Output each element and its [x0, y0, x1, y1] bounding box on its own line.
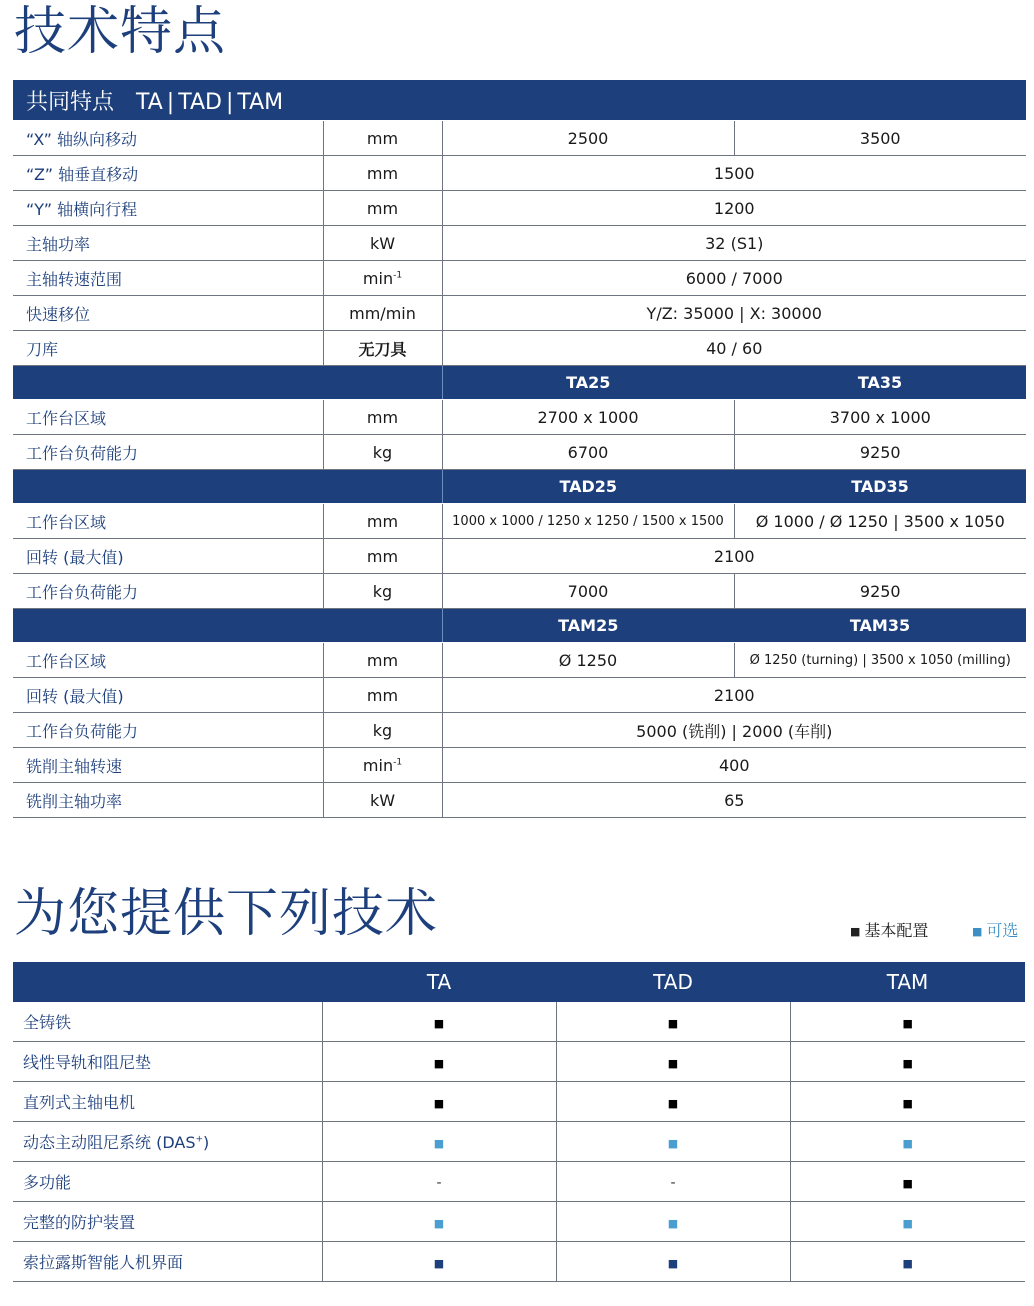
- spec-label: 工作台区域: [13, 504, 323, 539]
- spec-row: [13, 435, 1026, 470]
- spec-unit: 无刀具: [323, 331, 442, 366]
- page-title: 技术特点: [14, 2, 227, 62]
- standard-square-icon: ■: [850, 925, 861, 938]
- spec-unit: mm: [323, 539, 442, 574]
- spec-value: 2100: [442, 678, 1026, 713]
- features-header-row: [13, 962, 1025, 1002]
- spec-unit: kg: [323, 713, 442, 748]
- spec-label: 回转 (最大值): [13, 539, 323, 574]
- spec-unit: mm: [323, 400, 442, 435]
- spec-row: [13, 400, 1026, 435]
- spec-unit: kW: [323, 226, 442, 261]
- spec-label: 工作台区域: [13, 400, 323, 435]
- spec-row: [13, 539, 1026, 574]
- spec-value: 3500: [734, 121, 1026, 156]
- feature-label: 多功能: [13, 1162, 322, 1202]
- feature-label: 全铸铁: [13, 1002, 322, 1042]
- spec-unit: kW: [323, 783, 442, 818]
- model-header-blank: [13, 609, 442, 643]
- model-header-row: [13, 366, 1026, 400]
- not-available-dash: -: [436, 1175, 442, 1191]
- spec-value: 400: [442, 748, 1026, 783]
- spec-row: [13, 226, 1026, 261]
- feature-row: [13, 1002, 1025, 1042]
- section-title: 为您提供下列技术: [14, 884, 439, 944]
- spec-row: [13, 156, 1026, 191]
- spec-value: Ø 1000 / Ø 1250 | 3500 x 1050: [734, 504, 1026, 539]
- spec-value: Y/Z: 35000 | X: 30000: [442, 296, 1026, 331]
- model-header: TAD35: [734, 470, 1026, 504]
- legend-standard: [850, 918, 928, 941]
- spec-header-model: TAD: [178, 89, 222, 115]
- standard-square-icon: ■: [902, 1097, 913, 1110]
- spec-unit: mm: [323, 191, 442, 226]
- model-header-row: [13, 470, 1026, 504]
- standard-square-icon: ■: [433, 1017, 445, 1030]
- spec-value: Ø 1250: [442, 643, 734, 678]
- spec-unit: kg: [323, 435, 442, 470]
- spec-header-label: 共同特点: [26, 89, 115, 115]
- spec-row: [13, 713, 1026, 748]
- spec-value: 6700: [442, 435, 734, 470]
- spec-value: 2500: [442, 121, 734, 156]
- optional-square-icon: ■: [972, 925, 983, 938]
- spec-header-row: [13, 80, 1026, 121]
- model-header: TAD25: [442, 470, 734, 504]
- spec-unit: mm: [323, 678, 442, 713]
- spec-label: 工作台负荷能力: [13, 435, 323, 470]
- spec-row: [13, 191, 1026, 226]
- standard-square-icon: ■: [902, 1057, 913, 1070]
- spec-label: 铣削主轴转速: [13, 748, 323, 783]
- spec-value: 40 / 60: [442, 331, 1026, 366]
- spec-value: 65: [442, 783, 1026, 818]
- not-available-dash: -: [670, 1175, 676, 1191]
- spec-row: [13, 504, 1026, 539]
- optional-square-icon: ■: [902, 1137, 913, 1150]
- spec-label: 快速移位: [13, 296, 323, 331]
- model-header: TA35: [734, 366, 1026, 400]
- legend-optional: [972, 918, 1018, 941]
- spec-value: 7000: [442, 574, 734, 609]
- feature-row: [13, 1162, 1025, 1202]
- features-column-header: TAM: [790, 962, 1025, 1002]
- spec-row: [13, 643, 1026, 678]
- spec-row: [13, 678, 1026, 713]
- optional-square-icon: ■: [433, 1217, 445, 1230]
- feature-label: 完整的防护装置: [13, 1202, 322, 1242]
- spec-value: 9250: [734, 574, 1026, 609]
- unit-superscript: -1: [393, 757, 403, 768]
- hmi-square-icon: ■: [433, 1257, 445, 1270]
- spec-value: 9250: [734, 435, 1026, 470]
- optional-square-icon: ■: [433, 1137, 445, 1150]
- spec-value: 5000 (铣削) | 2000 (车削): [442, 713, 1026, 748]
- spec-value: 1500: [442, 156, 1026, 191]
- standard-square-icon: ■: [902, 1017, 913, 1030]
- model-header: TA25: [442, 366, 734, 400]
- feature-label: 索拉露斯智能人机界面: [13, 1242, 322, 1282]
- spec-value: 1200: [442, 191, 1026, 226]
- model-header: TAM35: [734, 609, 1026, 643]
- separator: |: [225, 89, 234, 115]
- spec-label: 铣削主轴功率: [13, 783, 323, 818]
- spec-unit: mm: [323, 121, 442, 156]
- unit-text: min: [362, 755, 394, 775]
- features-header-blank: [13, 962, 322, 1002]
- spec-label: 工作台区域: [13, 643, 323, 678]
- features-column-header: TA: [322, 962, 556, 1002]
- spec-label: 回转 (最大值): [13, 678, 323, 713]
- spec-header-model: TAM: [237, 89, 284, 115]
- legend-standard-label: 基本配置: [864, 921, 929, 940]
- spec-unit: mm: [323, 643, 442, 678]
- hmi-square-icon: ■: [667, 1257, 679, 1270]
- standard-square-icon: ■: [667, 1017, 679, 1030]
- model-header: TAM25: [442, 609, 734, 643]
- standard-square-icon: ■: [433, 1097, 445, 1110]
- standard-square-icon: ■: [667, 1057, 679, 1070]
- spec-value: 1000 x 1000 / 1250 x 1250 / 1500 x 1500: [442, 504, 734, 539]
- feature-row: [13, 1202, 1025, 1242]
- legend-optional-label: 可选: [986, 921, 1019, 940]
- feature-label: [13, 1122, 322, 1162]
- spec-value: 6000 / 7000: [442, 261, 1026, 296]
- spec-label: “Z” 轴垂直移动: [13, 156, 323, 191]
- features-table: [13, 962, 1025, 1282]
- spec-value: 32 (S1): [442, 226, 1026, 261]
- spec-row: [13, 783, 1026, 818]
- feature-row: [13, 1042, 1025, 1082]
- model-header-blank: [13, 470, 442, 504]
- spec-header-model: TA: [136, 89, 163, 115]
- spec-label: 主轴转速范围: [13, 261, 323, 296]
- spec-label: 主轴功率: [13, 226, 323, 261]
- feature-label-text: 动态主动阻尼系统 (DAS: [23, 1133, 196, 1152]
- spec-label: “X” 轴纵向移动: [13, 121, 323, 156]
- standard-square-icon: ■: [433, 1057, 445, 1070]
- feature-label-end: ): [203, 1133, 210, 1152]
- spec-unit: mm: [323, 504, 442, 539]
- spec-value: Ø 1250 (turning) | 3500 x 1050 (milling): [734, 643, 1026, 678]
- standard-square-icon: ■: [667, 1097, 679, 1110]
- features-column-header: TAD: [556, 962, 790, 1002]
- spec-row: [13, 296, 1026, 331]
- spec-unit: kg: [323, 574, 442, 609]
- hmi-square-icon: ■: [902, 1257, 913, 1270]
- spec-row: [13, 121, 1026, 156]
- model-header-blank: [13, 366, 442, 400]
- spec-value: 2100: [442, 539, 1026, 574]
- spec-row: [13, 261, 1026, 296]
- spec-label: 刀库: [13, 331, 323, 366]
- spec-table: [13, 80, 1026, 818]
- feature-row: [13, 1122, 1025, 1162]
- spec-label: “Y” 轴横向行程: [13, 191, 323, 226]
- feature-row: [13, 1242, 1025, 1282]
- spec-unit: [323, 261, 442, 296]
- spec-unit: [323, 748, 442, 783]
- standard-square-icon: ■: [902, 1177, 913, 1190]
- spec-header: [13, 80, 1026, 121]
- feature-label-superscript: +: [195, 1134, 204, 1145]
- spec-label: 工作台负荷能力: [13, 713, 323, 748]
- unit-text: min: [362, 268, 394, 288]
- optional-square-icon: ■: [902, 1217, 913, 1230]
- separator: |: [166, 89, 175, 115]
- model-header-row: [13, 609, 1026, 643]
- spec-unit: mm/min: [323, 296, 442, 331]
- unit-superscript: -1: [393, 270, 403, 281]
- feature-label: 直列式主轴电机: [13, 1082, 322, 1122]
- optional-square-icon: ■: [667, 1137, 679, 1150]
- spec-row: [13, 748, 1026, 783]
- feature-row: [13, 1082, 1025, 1122]
- optional-square-icon: ■: [667, 1217, 679, 1230]
- spec-label: 工作台负荷能力: [13, 574, 323, 609]
- spec-value: 2700 x 1000: [442, 400, 734, 435]
- spec-unit: mm: [323, 156, 442, 191]
- spec-row: [13, 574, 1026, 609]
- spec-row: [13, 331, 1026, 366]
- spec-value: 3700 x 1000: [734, 400, 1026, 435]
- feature-label: 线性导轨和阻尼垫: [13, 1042, 322, 1082]
